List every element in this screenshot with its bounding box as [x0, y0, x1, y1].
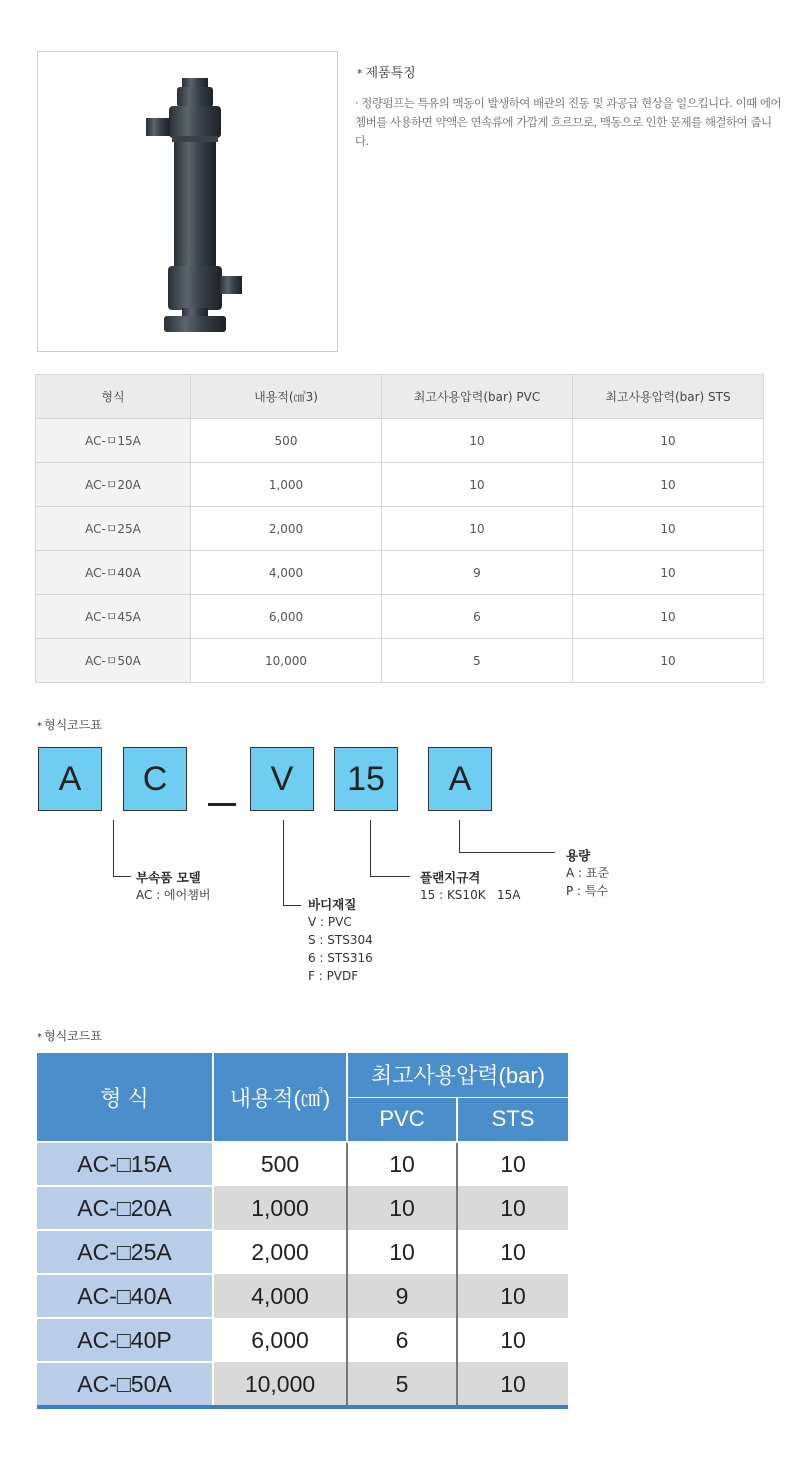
header-cell: 내용적(㎤3) — [191, 375, 382, 419]
table-cell: AC-ㅁ25A — [36, 507, 191, 551]
header-cell: 최고사용압력(bar) PVC — [382, 375, 573, 419]
table-row — [36, 639, 764, 683]
caption-flange — [420, 868, 521, 904]
code-dash — [208, 803, 236, 806]
table-row — [37, 1274, 568, 1318]
table-cell: 6,000 — [191, 595, 382, 639]
features-title — [357, 62, 416, 81]
caption-title: 부속품 모델 — [136, 870, 201, 885]
table-cell: 6 — [347, 1318, 457, 1362]
connector-line — [459, 852, 555, 853]
connector-line — [283, 820, 284, 905]
air-chamber-image — [38, 52, 339, 353]
table-row — [37, 1186, 568, 1230]
features-body: · 정량펌프는 특유의 맥동이 발생하여 배관의 진동 및 과공급 현상을 일으킵니다. 이때 에어쳄버를 사용하면 약액은 연속류에 가깝게 흐르므로, 맥동으로 인한 문제를 해결하여 줍니다. — [355, 96, 782, 148]
label-mark: * — [37, 721, 42, 732]
table-row — [37, 1318, 568, 1362]
model-cell: AC-□20A — [37, 1186, 213, 1230]
table-cell: 10 — [457, 1186, 568, 1230]
model-cell: AC-□50A — [37, 1362, 213, 1406]
table-cell: 2,000 — [213, 1230, 347, 1274]
table-cell: AC-ㅁ40A — [36, 551, 191, 595]
code-chart-label — [37, 716, 102, 733]
header-cell: 최고사용압력(bar) STS — [573, 375, 764, 419]
table-cell: 10 — [457, 1362, 568, 1406]
table-cell: 1,000 — [191, 463, 382, 507]
table-row — [37, 1142, 568, 1186]
table-cell: AC-ㅁ45A — [36, 595, 191, 639]
table-row — [37, 1362, 568, 1406]
header-type: 형 식 — [37, 1053, 213, 1142]
table-cell: 10 — [457, 1230, 568, 1274]
table-row — [36, 551, 764, 595]
table-cell: 10 — [457, 1274, 568, 1318]
label-mark: * — [37, 1032, 42, 1043]
table-cell: 10 — [573, 463, 764, 507]
caption-capacity — [566, 846, 609, 900]
table-cell: 500 — [213, 1142, 347, 1186]
model-cell: AC-□40P — [37, 1318, 213, 1362]
table-cell: 10 — [573, 639, 764, 683]
connector-line — [370, 876, 410, 877]
table-cell: 4,000 — [191, 551, 382, 595]
table-header-row — [36, 375, 764, 419]
title-mark: * — [357, 67, 363, 80]
table2-bottom-border — [37, 1405, 568, 1409]
table-cell: 10 — [573, 595, 764, 639]
table-cell: 10 — [347, 1186, 457, 1230]
table-cell: 10,000 — [191, 639, 382, 683]
table-cell: 10 — [347, 1142, 457, 1186]
header-pressure: 최고사용압력(bar) — [347, 1053, 568, 1097]
caption-line: P : 특수 — [566, 884, 609, 898]
connector-line — [370, 820, 371, 876]
spec-table-1 — [35, 374, 764, 683]
code-box-flange: 15 — [334, 747, 398, 811]
table-header-row — [37, 1053, 568, 1097]
caption-title: 용량 — [566, 848, 591, 863]
connector-line — [113, 820, 114, 876]
model-cell: AC-□40A — [37, 1274, 213, 1318]
spec-table-2 — [37, 1053, 568, 1406]
caption-line: F : PVDF — [308, 969, 359, 983]
table-cell: 4,000 — [213, 1274, 347, 1318]
table-cell: 10 — [457, 1318, 568, 1362]
code-chart-label-text: 형식코드표 — [44, 718, 102, 732]
table-row — [36, 419, 764, 463]
table-cell: 500 — [191, 419, 382, 463]
table-cell: 9 — [382, 551, 573, 595]
table-cell: 6 — [382, 595, 573, 639]
table-cell: 5 — [347, 1362, 457, 1406]
code-box-material: V — [250, 747, 314, 811]
features-title-text: 제품특징 — [365, 66, 416, 81]
table-row — [36, 595, 764, 639]
connector-line — [459, 820, 460, 852]
table-cell: AC-ㅁ50A — [36, 639, 191, 683]
caption-title: 바디재질 — [308, 897, 357, 912]
connector-line — [113, 876, 131, 877]
code-box-capacity: A — [428, 747, 492, 811]
caption-line: 15 : KS10K 15A — [420, 888, 521, 902]
code-box-a: A — [38, 747, 102, 811]
table-cell: 10 — [457, 1142, 568, 1186]
table-cell: 10 — [573, 507, 764, 551]
header-volume: 내용적(㎤) — [213, 1053, 347, 1142]
header-pvc: PVC — [347, 1097, 457, 1142]
model-cell: AC-□25A — [37, 1230, 213, 1274]
header-cell: 형식 — [36, 375, 191, 419]
table-cell: 10 — [382, 463, 573, 507]
caption-line: AC : 에어챔버 — [136, 888, 211, 902]
table-cell: 10 — [382, 419, 573, 463]
table-cell: 6,000 — [213, 1318, 347, 1362]
caption-title: 플랜지규격 — [420, 870, 481, 885]
model-cell: AC-□15A — [37, 1142, 213, 1186]
table-cell: AC-ㅁ20A — [36, 463, 191, 507]
table2-label-text: 형식코드표 — [44, 1029, 102, 1043]
table-row — [36, 507, 764, 551]
table-cell: 10 — [347, 1230, 457, 1274]
product-photo — [37, 51, 338, 352]
table-cell: 10 — [573, 551, 764, 595]
table-cell: 9 — [347, 1274, 457, 1318]
caption-line: 6 : STS316 — [308, 951, 373, 965]
connector-line — [283, 905, 301, 906]
table-row — [37, 1230, 568, 1274]
table-cell: 2,000 — [191, 507, 382, 551]
table2-label — [37, 1027, 102, 1044]
caption-model — [136, 868, 210, 904]
table-cell: 10 — [573, 419, 764, 463]
table-cell: 1,000 — [213, 1186, 347, 1230]
caption-line: V : PVC — [308, 915, 352, 929]
table-cell: 10 — [382, 507, 573, 551]
table-cell: 5 — [382, 639, 573, 683]
table-cell: AC-ㅁ15A — [36, 419, 191, 463]
caption-material — [308, 895, 373, 985]
caption-line: A : 표준 — [566, 866, 610, 880]
code-box-c: C — [123, 747, 187, 811]
table-cell: 10,000 — [213, 1362, 347, 1406]
table-row — [36, 463, 764, 507]
caption-line: S : STS304 — [308, 933, 373, 947]
header-sts: STS — [457, 1097, 568, 1142]
